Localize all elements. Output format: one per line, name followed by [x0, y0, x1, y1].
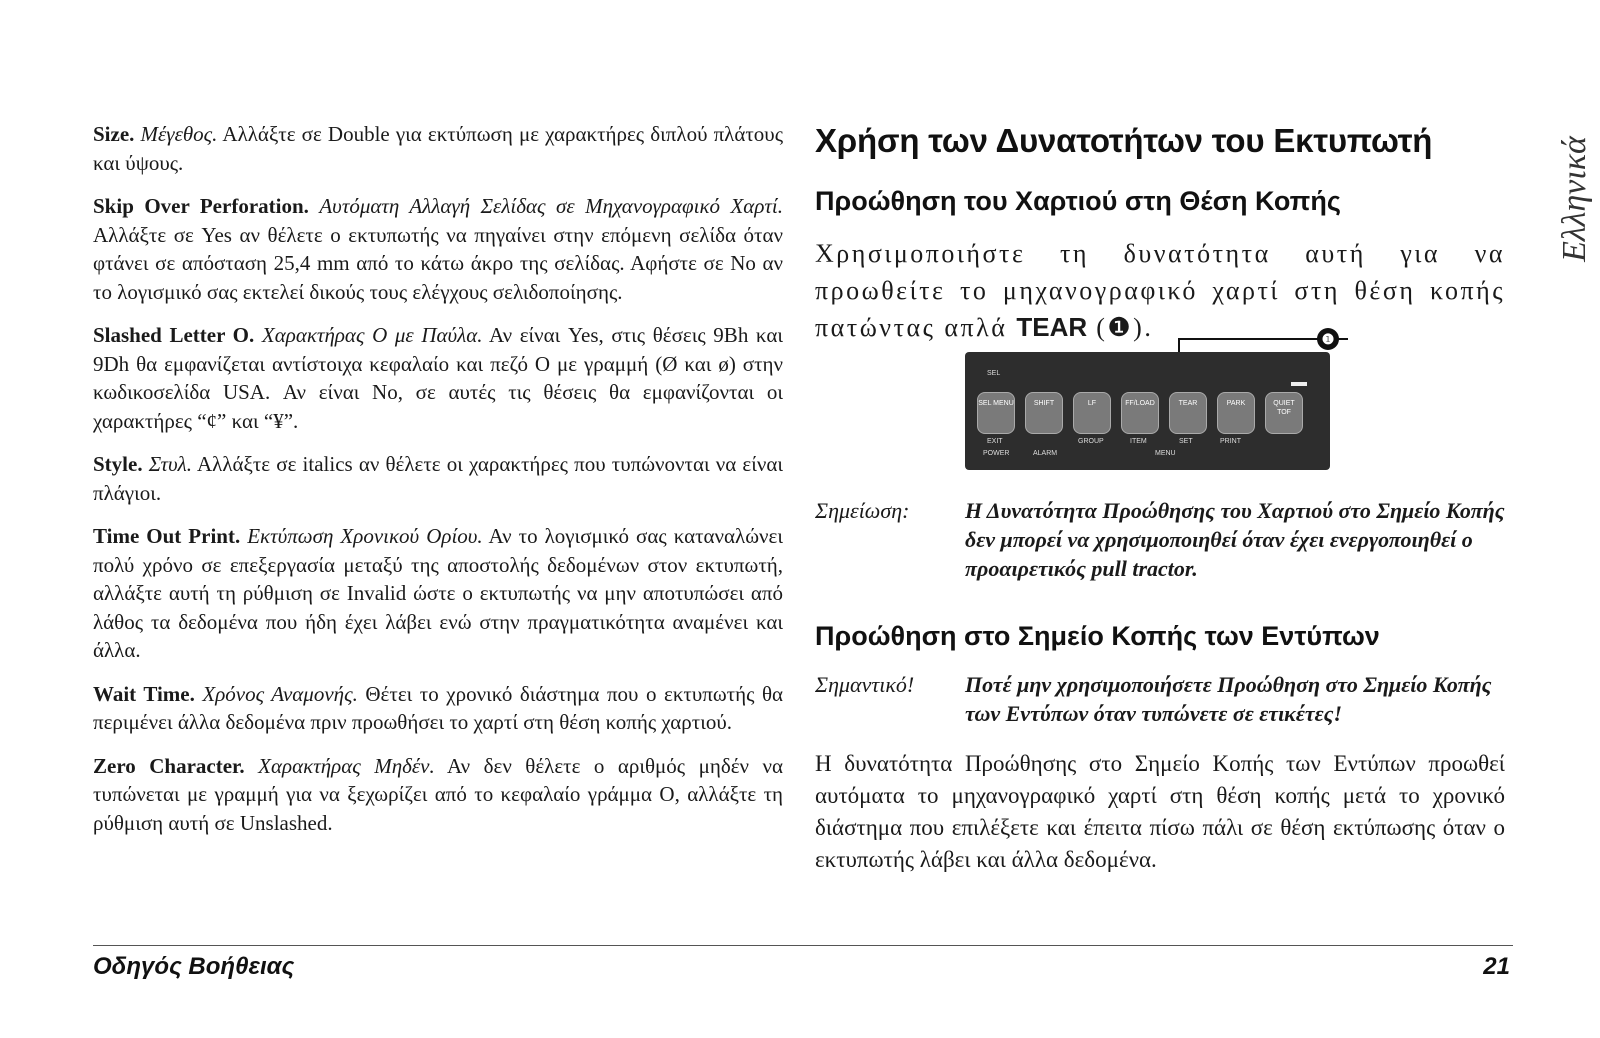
language-tab: [1545, 120, 1595, 300]
callout-number-icon: ❶: [1317, 328, 1339, 350]
panel-label: POWER: [983, 450, 1010, 457]
tear-key-label: TEAR: [1016, 312, 1088, 342]
note-label: Σημείωση:: [815, 498, 910, 523]
panel-label: ITEM: [1130, 438, 1147, 445]
panel-label: GROUP: [1078, 438, 1104, 445]
description: Αλλάξτε σε italics αν θέλετε οι χαρακτήρες που τυπώνονται να είναι πλάγιοι.: [93, 452, 783, 505]
forms-tear-description: Η δυνατότητα Προώθησης στο Σημείο Κοπής των Εντύπων προωθεί αυτόματα το μηχανογραφικό χαρτί στη θέση κοπής μετά το χρονικό διάστημα που επιλέξετε και έπειτα πίσω πάλι σε θέση εκτύπωσης όταν ο εκτυπωτής λάβει και άλλα δεδομένα.: [815, 751, 1505, 872]
translation: Εκτύπωση Χρονικού Ορίου.: [247, 524, 483, 548]
printer-control-panel: [965, 352, 1330, 470]
term: Wait Time.: [93, 681, 195, 706]
setting-time-out-print: [93, 522, 783, 665]
right-column: [815, 122, 1505, 876]
description: Θέτει το χρονικό διάστημα που ο εκτυπωτής θα περιμένει άλλα δεδομένα πριν προωθήσει το χαρτί στη θέση κοπής χαρτιού.: [93, 681, 784, 734]
page-title: Χρήση των Δυνατοτήτων του Εκτυπωτή: [815, 122, 1433, 159]
page-number: 21: [1483, 953, 1510, 980]
button-label: FF/LOAD: [1125, 400, 1155, 407]
setting-wait-time: [93, 680, 783, 737]
translation: Στυλ.: [148, 452, 192, 476]
panel-button-sel: [977, 392, 1015, 434]
translation: Αυτόματη Αλλαγή Σελίδας σε Μηχανογραφικό Χαρτί.: [319, 194, 784, 218]
tear-ref: (❶).: [1096, 313, 1154, 342]
button-label: LF: [1087, 400, 1097, 407]
setting-style: [93, 450, 783, 507]
translation: Χαρακτήρας O με Παύλα.: [261, 323, 483, 347]
tear-intro-text: Χρησιμοποιήστε τη δυνατότητα αυτή για να προωθείτε το μηχανογραφικό χαρτί στη θέση κοπής πατώντας απλά: [815, 239, 1505, 342]
panel-button-park: [1217, 392, 1255, 434]
panel-label: EXIT: [987, 438, 1003, 445]
translation: Χρόνος Αναμονής.: [202, 681, 358, 706]
left-column: [93, 120, 783, 852]
section-heading-forms-tear: Προώθηση στο Σημείο Κοπής των Εντύπων: [815, 621, 1380, 651]
panel-label: SET: [1179, 438, 1193, 445]
note-text: Η Δυνατότητα Προώθησης του Χαρτιού στο Σημείο Κοπής δεν μπορεί να χρησιμοποιηθεί όταν έχει ενεργοποιηθεί ο προαιρετικός pull tractor.: [965, 498, 1505, 581]
panel-button-tear: [1169, 392, 1207, 434]
button-label: TEAR: [1178, 400, 1198, 407]
button-label: SEL MENU: [978, 400, 1014, 407]
button-label: QUIET TOF: [1273, 400, 1295, 416]
tear-intro: [815, 235, 1505, 346]
control-panel-illustration: [965, 331, 1365, 468]
panel-label: ALARM: [1033, 450, 1058, 457]
term: Skip Over Perforation.: [93, 194, 309, 218]
setting-skip-over-perforation: [93, 192, 783, 306]
important-text: Ποτέ μην χρησιμοποιήσετε Προώθηση στο Σημείο Κοπής των Εντύπων όταν τυπώνετε σε ετικέτες!: [965, 672, 1492, 726]
description: Αν είναι Yes, στις θέσεις 9Bh και 9Dh θα εμφανίζεται αντίστοιχα κεφαλαίο και πεζό O με γραμμή (Ø και ø) στην κωδικοσελίδα USA. Αν είναι No, σε αυτές τις θέσεις θα εμφανίζονται οι χαρακτήρες “¢” και “¥”.: [93, 323, 783, 433]
description: Αν το λογισμικό σας καταναλώνει πολύ χρόνο σε επεξεργασία μεταξύ της αποστολής δεδομένων στον εκτυπωτή, αλλάξτε αυτή τη ρύθμιση σε Invalid ώστε ο εκτυπωτής να μην αποτυπώσει από λάθος τα δεδομένα που ήδη έχει λάβει ενώ στην πραγματικότητα αναμένει και άλλα.: [93, 524, 784, 662]
button-label: SHIFT: [1033, 400, 1055, 407]
translation: Χαρακτήρας Μηδέν.: [258, 753, 435, 778]
description: Αν δεν θέλετε ο αριθμός μηδέν να τυπώνεται με γραμμή για να ξεχωρίζει από το κεφαλαίο γράμμα O, αλλάξτε τη ρύθμιση αυτή σε Unslashed.: [93, 753, 783, 835]
footer-title: Οδηγός Βοήθειας: [93, 953, 295, 980]
term: Time Out Print.: [93, 524, 241, 548]
description: Αλλάξτε σε Double για εκτύπωση με χαρακτήρες διπλού πλάτους και ύψους.: [93, 122, 784, 175]
important-label: Σημαντικό!: [815, 672, 915, 697]
button-label: PARK: [1226, 400, 1246, 407]
panel-label: SEL: [987, 370, 1001, 377]
language-tab-label: Ελληνικά: [1556, 136, 1593, 262]
panel-label: PRINT: [1220, 438, 1241, 445]
term: Style.: [93, 452, 143, 476]
setting-slashed-letter-o: [93, 321, 783, 435]
panel-button-ff-load: [1121, 392, 1159, 434]
term: Size.: [93, 122, 135, 146]
panel-button-shift: [1025, 392, 1063, 434]
translation: Μέγεθος.: [140, 122, 218, 146]
panel-label: MENU: [1155, 450, 1176, 457]
footer-divider: [93, 945, 1513, 946]
panel-button-quiet: [1265, 392, 1303, 434]
setting-zero-character: [93, 752, 783, 838]
setting-size: [93, 120, 783, 177]
note: [815, 496, 1505, 583]
term: Slashed Letter O.: [93, 323, 255, 347]
section-heading-tear: Προώθηση του Χαρτιού στη Θέση Κοπής: [815, 186, 1341, 216]
indicator-led-icon: [1291, 382, 1307, 386]
description: Αλλάξτε σε Yes αν θέλετε ο εκτυπωτής να πηγαίνει στην επόμενη σελίδα όταν φτάνει σε απόσταση 25,4 mm από το κάτω άκρο της σελίδας. Αφήστε σε No αν το λογισμικό σας εκτελεί δικούς τους ελέγχους σελιδοποίησης.: [93, 222, 783, 304]
term: Zero Character.: [93, 753, 245, 778]
important-notice: [815, 670, 1505, 728]
panel-button-lf: [1073, 392, 1111, 434]
